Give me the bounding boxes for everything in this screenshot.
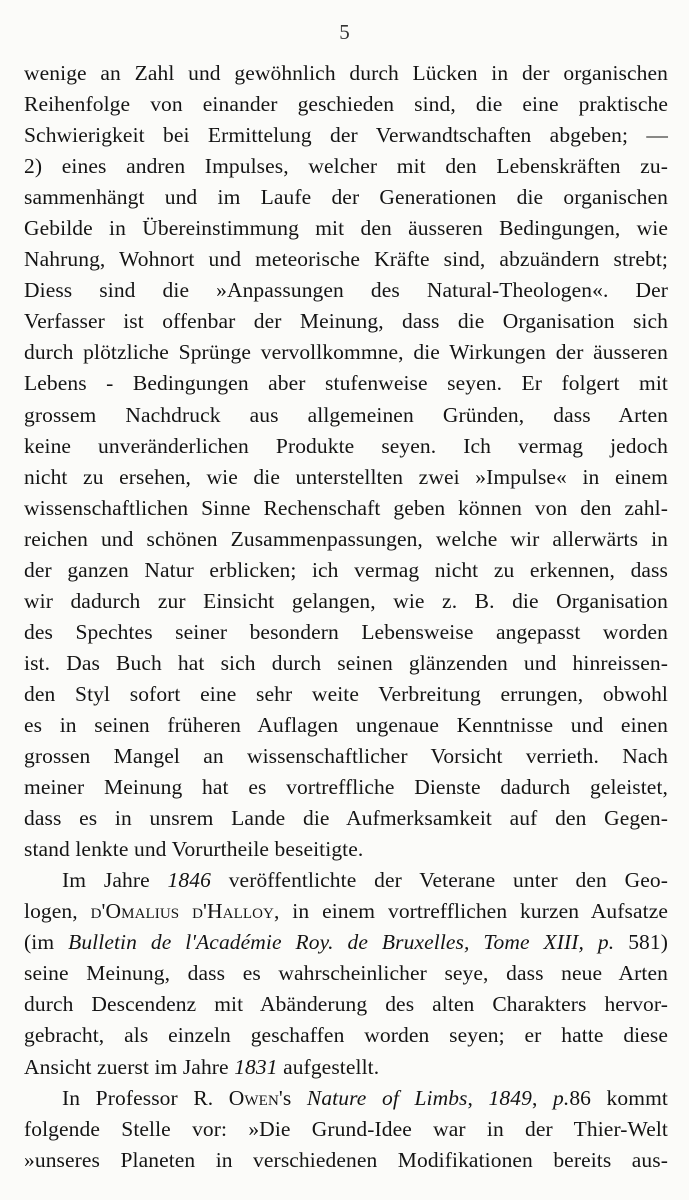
text-segment: veröffentlichte der Veterane unter den Geo-	[210, 868, 669, 893]
text-line	[24, 555, 668, 586]
text-segment: In Professor R.	[62, 1085, 229, 1110]
text-line	[24, 524, 668, 555]
text-segment: 2) eines andren Impulses, welcher mit den Lebenskräften zu-	[24, 154, 668, 179]
text-line	[24, 337, 668, 368]
text-segment: Ansicht zuerst im Jahre	[24, 1054, 235, 1079]
text-line	[24, 958, 668, 989]
text-line	[24, 1114, 668, 1145]
text-line	[24, 772, 668, 803]
text-segment: ist. Das Buch hat sich durch seinen glänzenden und hinreissen-	[24, 650, 668, 675]
text-line	[24, 896, 668, 927]
text-segment: grossen Mangel an wissenschaftlicher Vorsicht verrieth. Nach	[24, 744, 668, 769]
text-segment: 86 kommt	[569, 1085, 668, 1110]
text-segment: seine Meinung, dass es wahrscheinlicher seye, dass neue Arten	[24, 961, 668, 986]
text-segment: dass es in unsrem Lande die Aufmerksamkeit auf den Gegen-	[24, 806, 668, 831]
text-line	[24, 989, 668, 1020]
text-line	[24, 151, 668, 182]
italic-text: 1849	[488, 1085, 532, 1110]
text-line	[24, 368, 668, 399]
text-segment: stand lenkte und Vorurtheile beseitigte.	[24, 837, 364, 862]
text-segment: durch plötzliche Sprünge vervollkommne, die Wirkungen der äusseren	[24, 340, 668, 365]
text-line	[24, 741, 668, 772]
text-line	[24, 493, 668, 524]
italic-text: Nature of Limbs	[306, 1085, 468, 1110]
page-number: 5	[339, 20, 350, 44]
text-segment: Im Jahre	[62, 868, 168, 893]
text-segment: , in einem vortrefflichen kurzen Aufsatze	[273, 899, 669, 924]
text-segment: Verfasser ist offenbar der Meinung, dass die Organisation sich	[24, 309, 668, 334]
text-segment: gebracht, als einzeln geschaffen worden seyen; er hatte diese	[24, 1023, 668, 1048]
text-segment: wenige an Zahl und gewöhnlich durch Lücken in der organischen	[24, 61, 668, 85]
text-segment: logen,	[24, 899, 91, 924]
text-line	[24, 89, 668, 120]
text-line	[24, 927, 668, 958]
text-segment: folgende Stelle vor: »Die Grund-Idee war in der Thier-Welt	[24, 1116, 668, 1141]
italic-text: 1846	[167, 868, 211, 893]
text-segment: 's	[278, 1085, 307, 1110]
author-name: Owen	[228, 1085, 279, 1110]
text-line	[24, 182, 668, 213]
text-line	[24, 648, 668, 679]
text-segment: der ganzen Natur erblicken; ich vermag nicht zu erkennen, dass	[24, 557, 668, 582]
text-line	[24, 58, 668, 89]
text-segment: Schwierigkeit bei Ermittelung der Verwandtschaften abgeben; —	[24, 123, 668, 148]
text-segment: reichen und schönen Zusammenpassungen, welche wir allerwärts in	[24, 526, 668, 551]
text-segment: keine unveränderlichen Produkte seyen. Ich vermag jedoch	[24, 433, 668, 458]
text-line	[24, 306, 668, 337]
italic-text: 1831	[234, 1054, 278, 1079]
text-segment: den Styl sofort eine sehr weite Verbreitung errungen, obwohl	[24, 681, 668, 706]
text-segment: wissenschaftlichen Sinne Rechenschaft geben können von den zahl-	[24, 495, 668, 520]
text-line	[24, 1083, 668, 1114]
text-segment: des Spechtes seiner besondern Lebensweise angepasst worden	[24, 619, 668, 644]
text-line	[24, 275, 668, 306]
text-segment: grossem Nachdruck aus allgemeinen Gründen, dass Arten	[24, 402, 668, 427]
author-name: d'Omalius d'Halloy	[90, 899, 274, 924]
text-segment: durch Descendenz mit Abänderung des alten Charakters hervor-	[24, 992, 668, 1017]
text-line	[24, 1052, 668, 1083]
text-line	[24, 213, 668, 244]
text-line	[24, 834, 668, 865]
body-text	[24, 58, 668, 1176]
text-line	[24, 1145, 668, 1176]
text-segment: (im	[24, 930, 69, 955]
text-line	[24, 865, 668, 896]
text-segment: aufgestellt.	[277, 1054, 380, 1079]
italic-text: p.	[552, 1085, 570, 1110]
text-line	[24, 710, 668, 741]
text-segment: Gebilde in Übereinstimmung mit den äusseren Bedingungen, wie	[24, 216, 668, 241]
text-segment: sammenhängt und im Laufe der Generationen die organischen	[24, 185, 668, 210]
text-line	[24, 244, 668, 275]
text-segment: es in seinen früheren Auflagen ungenaue Kenntnisse und einen	[24, 712, 668, 737]
text-segment: Reihenfolge von einander geschieden sind, die eine praktische	[24, 92, 668, 117]
text-segment: Lebens - Bedingungen aber stufenweise seyen. Er folgert mit	[24, 371, 668, 396]
text-segment: wir dadurch zur Einsicht gelangen, wie z. B. die Organisation	[24, 588, 668, 613]
text-segment: ,	[467, 1085, 489, 1110]
text-segment: meiner Meinung hat es vortreffliche Dienste dadurch geleistet,	[24, 775, 668, 800]
text-line	[24, 400, 668, 431]
text-segment: Diess sind die »Anpassungen des Natural-Theologen«. Der	[24, 278, 668, 303]
text-segment: Nahrung, Wohnort und meteorische Kräfte sind, abzuändern strebt;	[24, 247, 668, 272]
text-line	[24, 120, 668, 151]
text-segment: »unseres Planeten in verschiedenen Modifikationen bereits aus-	[24, 1147, 668, 1172]
text-line	[24, 679, 668, 710]
text-line	[24, 586, 668, 617]
text-segment: ,	[531, 1085, 553, 1110]
text-line	[24, 1020, 668, 1051]
text-line	[24, 617, 668, 648]
text-segment: nicht zu ersehen, wie die unterstellten zwei »Impulse« in einem	[24, 464, 668, 489]
italic-text: Bulletin de l'Académie Roy. de Bruxelles, Tome XIII, p.	[68, 930, 615, 955]
text-line	[24, 462, 668, 493]
text-segment: 581)	[614, 930, 668, 955]
text-line	[24, 803, 668, 834]
text-line	[24, 431, 668, 462]
